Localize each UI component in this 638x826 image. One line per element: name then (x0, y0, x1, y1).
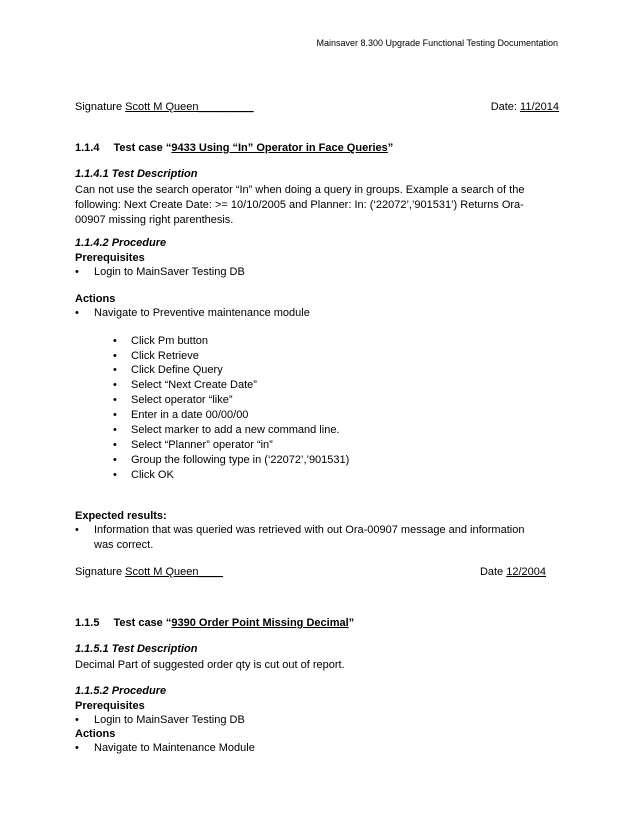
step-item: Click OK (131, 469, 174, 481)
step-item: Select “Next Create Date” (131, 379, 257, 391)
bullet: • (113, 439, 117, 451)
signature-line-1 (75, 101, 254, 113)
prerequisites-label: Prerequisites (75, 252, 145, 264)
step-item: Click Pm button (131, 335, 209, 347)
signature-date-1 (491, 101, 559, 113)
page-header: Mainsaver 8.300 Upgrade Functional Testing Documentation (316, 38, 558, 48)
step-item: Group the following type in (‘22072’,’901531) (131, 454, 350, 466)
step-item: Click Retrieve (131, 350, 199, 362)
bullet: • (75, 742, 79, 754)
signature-name: Scott M Queen____ (125, 566, 223, 578)
signature-date-2 (480, 566, 546, 578)
step-item: Select “Planner” operator “in” (131, 439, 273, 451)
test-case-title: 9390 Order Point Missing Decimal (171, 617, 349, 629)
bullet: • (75, 714, 79, 726)
date-label: Date (479, 566, 507, 578)
expected-results-label: Expected results: (75, 510, 167, 522)
paragraph-line: 00907 missing right parenthesis. (75, 214, 234, 226)
signature-label: Signature (75, 101, 126, 113)
bullet: • (75, 266, 79, 278)
paragraph-line: Decimal Part of suggested order qty is cut out of report. (75, 659, 345, 671)
test-case-heading-2: 1.1.5 Test case “9390 Order Point Missing Decimal” (75, 617, 355, 629)
list-item: Login to MainSaver Testing DB (94, 266, 245, 278)
step-item: Select operator “like” (131, 394, 233, 406)
actions-label: Actions (75, 293, 116, 305)
test-case-title: 9433 Using “In” Operator in Face Queries (171, 142, 388, 154)
bullet: • (75, 524, 79, 536)
subsection-heading: 1.1.5.1 Test Description (75, 643, 198, 655)
actions-label: Actions (75, 728, 116, 740)
bullet: • (75, 307, 79, 319)
bullet: • (113, 350, 117, 362)
list-item: Navigate to Maintenance Module (94, 742, 255, 754)
subsection-heading: 1.1.4.2 Procedure (75, 237, 167, 249)
list-item: Information that was queried was retrieved with out Ora-00907 message and information (94, 524, 525, 536)
bullet: • (113, 469, 117, 481)
bullet: • (113, 394, 117, 406)
paragraph-line: Can not use the search operator “In” when doing a query in groups. Example a search of the (75, 184, 525, 196)
date-label: Date: (490, 101, 521, 113)
bullet: • (113, 379, 117, 391)
signature-label: Signature (75, 566, 126, 578)
step-item: Click Define Query (131, 364, 223, 376)
list-item-continuation: was correct. (94, 539, 154, 551)
date-value: 12/2004 (506, 566, 546, 578)
subsection-heading: 1.1.5.2 Procedure (75, 685, 167, 697)
test-case-heading-1: 1.1.4 Test case “9433 Using “In” Operator in Face Queries” (75, 142, 394, 154)
list-item: Login to MainSaver Testing DB (94, 714, 245, 726)
signature-name: Scott M Queen_________ (125, 101, 254, 113)
step-item: Select marker to add a new command line. (131, 424, 340, 436)
bullet: • (113, 454, 117, 466)
list-item: Navigate to Preventive maintenance module (94, 307, 310, 319)
date-value: 11/2014 (520, 101, 559, 113)
signature-line-2 (75, 566, 223, 578)
subsection-heading: 1.1.4.1 Test Description (75, 168, 198, 180)
paragraph-line: following: Next Create Date: >= 10/10/2005 and Planner: In: (‘22072’,’901531’) Returns Ora- (75, 199, 524, 211)
prerequisites-label: Prerequisites (75, 700, 145, 712)
bullet: • (113, 409, 117, 421)
bullet: • (113, 424, 117, 436)
step-item: Enter in a date 00/00/00 (131, 409, 249, 421)
bullet: • (113, 335, 117, 347)
section-number: 1.1.4 (75, 142, 100, 154)
section-number: 1.1.5 (75, 617, 100, 629)
bullet: • (113, 364, 117, 376)
